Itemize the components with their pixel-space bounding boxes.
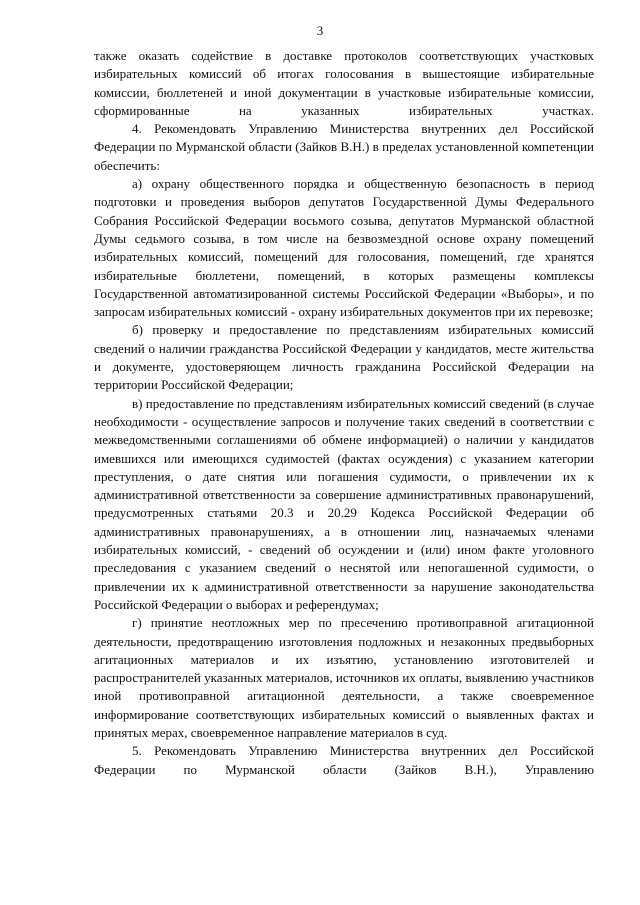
paragraph-item-4b: б) проверку и предоставление по представлениям избирательных комиссий сведений о наличии гражданства Российской Федерации у кандидатов, месте жительства и документе, удостоверяющем личность гражданина Российской Федерации на территории Российской Федерации; (94, 322, 594, 393)
document-body (94, 47, 594, 779)
paragraph-item-4a: а) охрану общественного порядка и общественную безопасность в период подготовки и проведения выборов депутатов Государственной Думы Федерального Собрания Российской Федерации восьмого созыва, депутатов Мурманской областной Думы седьмого созыва, в том числе на безвозмездной основе охрану помещений избирательных комиссий, помещений для голосования, помещений, где хранятся избирательные бюллетени, помещений, в которых размещены комплексы Государственной автоматизированной системы Российской Федерации «Выборы», и по запросам избирательных комиссий - охрану избирательных документов при их перевозке; (94, 176, 594, 320)
paragraph-item-4g: г) принятие неотложных мер по пресечению противоправной агитационной деятельности, предотвращению изготовления подложных и незаконных предвыборных агитационных материалов и их изъятию, установлению изготовителей и распространителей указанных материалов, источников их оплаты, выявлению участников иной противоправной агитационной деятельности, а также своевременное информирование соответствующих избирательных комиссий о выявленных фактах и принятых мерах, своевременное направление материалов в суд. (94, 615, 594, 740)
paragraph-item-5: 5. Рекомендовать Управлению Министерства внутренних дел Российской Федерации по Мурманской области (Зайков В.Н.), Управлению (94, 743, 594, 777)
paragraph-continuation: также оказать содействие в доставке протоколов соответствующих участковых избирательных комиссий об итогах голосования в вышестоящие избирательные комиссии, бюллетеней и иной документации в участковые избирательные комиссии, сформированные на указанных избирательных участках. (94, 48, 594, 118)
paragraph-item-4v: в) предоставление по представлениям избирательных комиссий сведений (в случае необходимости - осуществление запросов и получение таких сведений в соответствии с межведомственными соглашениями об обмене информацией) о наличии у кандидатов имевшихся или имеющихся судимостей (фактах осуждения) с указанием категории преступления, о дате снятия или погашения судимости, о привлечении их к административной ответственности за совершение административных правонарушений, предусмотренных статьями 20.3 и 20.29 Кодекса Российской Федерации об административных правонарушениях, а в отношении лиц, назначаемых членами избирательных комиссий, - сведений об осуждении и (или) ином факте уголовного преследования с указанием сведений о неснятой или непогашенной судимости, о привлечении их к административной ответственности за нарушение законодательства Российской Федерации о выборах и референдумах; (94, 395, 594, 612)
page-number: 3 (316, 23, 324, 38)
paragraph-item-4: 4. Рекомендовать Управлению Министерства внутренних дел Российской Федерации по Мурманской области (Зайков В.Н.) в пределах установленной компетенции обеспечить: (94, 121, 594, 173)
